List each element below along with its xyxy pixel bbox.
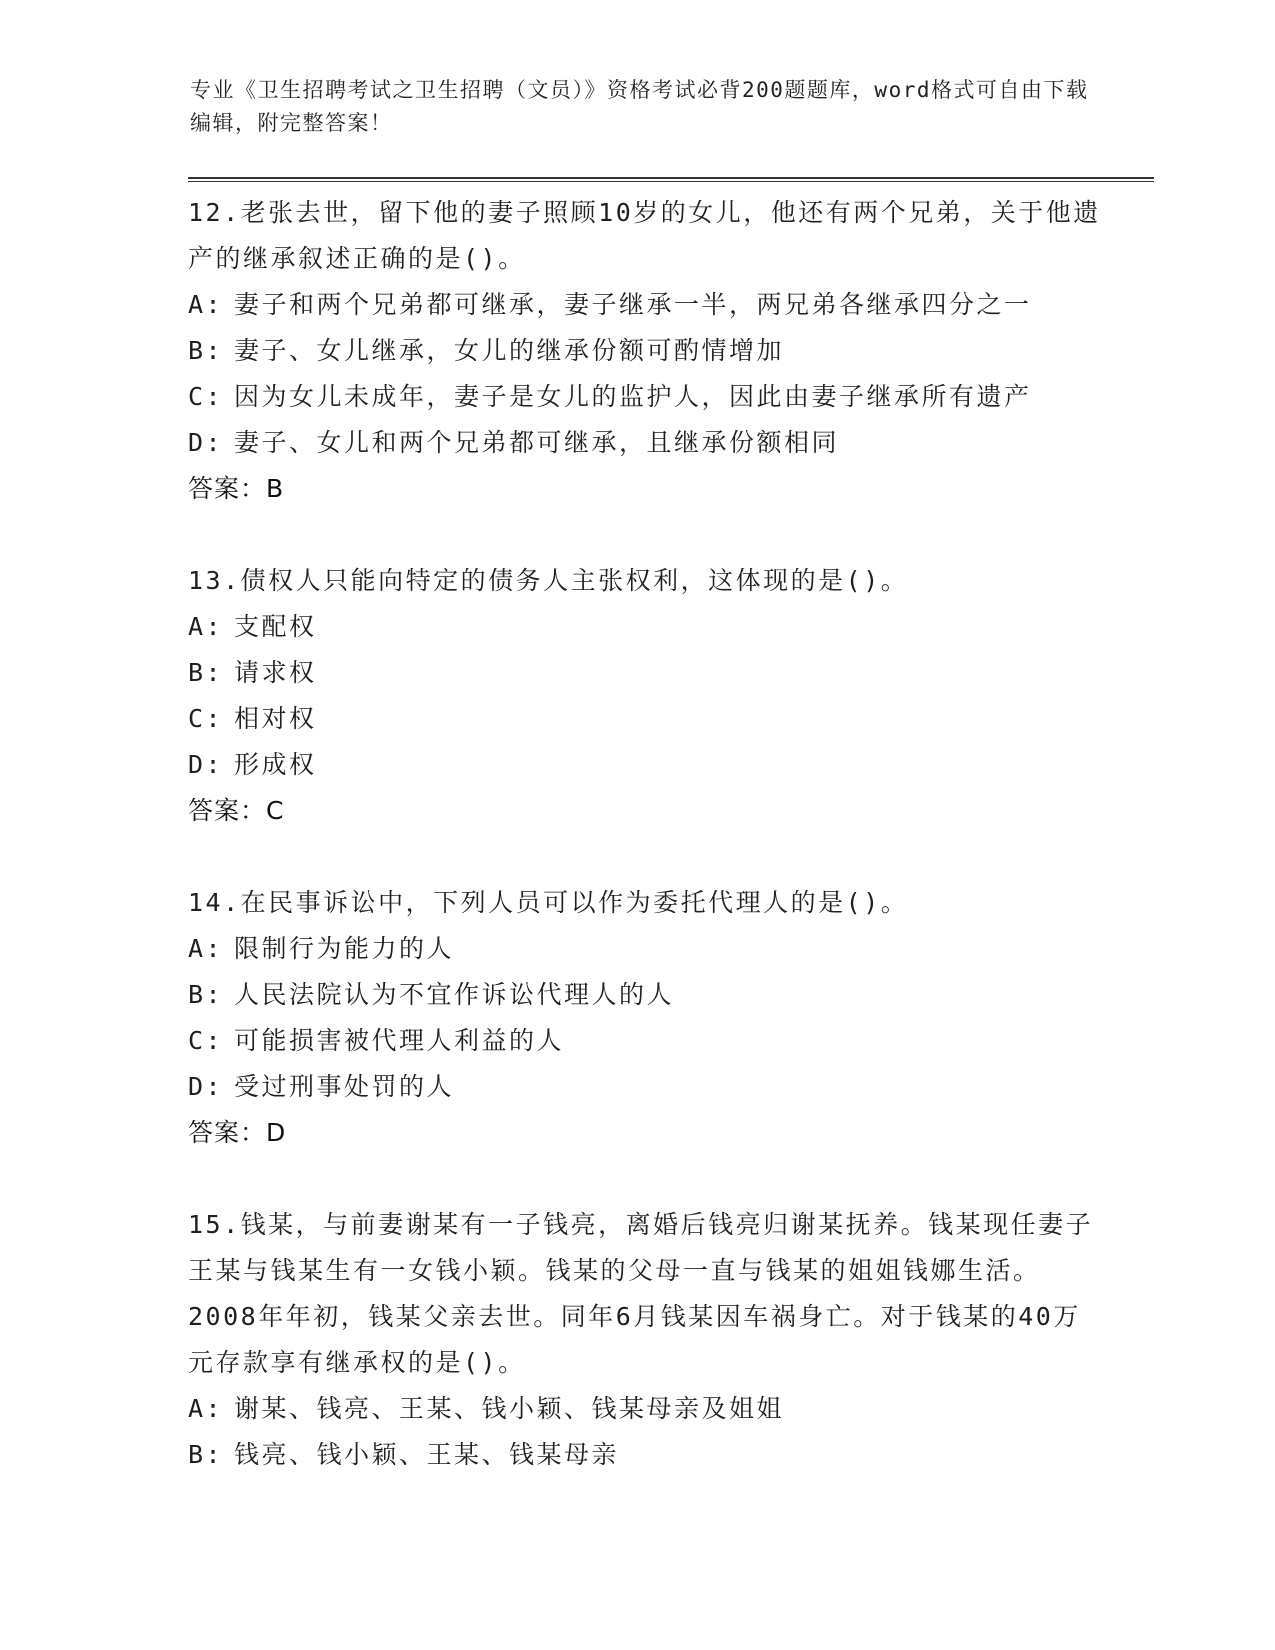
option-letter: D: (188, 1072, 224, 1101)
question-stem: 14.在民事诉讼中，下列人员可以作为委托代理人的是()。 (188, 888, 909, 917)
question-13 (188, 558, 1108, 834)
option-b (188, 328, 1108, 374)
option-a (188, 604, 1108, 650)
option-c (188, 1018, 1108, 1064)
option-text: 妻子、女儿和两个兄弟都可继承，且继承份额相同 (234, 428, 840, 457)
question-15 (188, 1202, 1108, 1478)
option-letter: C: (188, 1026, 224, 1055)
option-text: 请求权 (234, 658, 317, 687)
option-letter: B: (188, 336, 224, 365)
question-stem: 15.钱某，与前妻谢某有一子钱亮，离婚后钱亮归谢某抚养。钱某现任妻子王某与钱某生有一女钱小颖。钱某的父母一直与钱某的姐姐钱娜生活。2008年年初，钱某父亲去世。同年6月钱某因车祸身亡。对于钱某的40万元存款享有继承权的是()。 (188, 1210, 1094, 1377)
option-c (188, 696, 1108, 742)
option-text: 妻子和两个兄弟都可继承，妻子继承一半，两兄弟各继承四分之一 (234, 290, 1032, 319)
option-b (188, 650, 1108, 696)
question-spacer (188, 512, 1108, 558)
question-12 (188, 190, 1108, 512)
option-a (188, 1386, 1108, 1432)
answer-line: 答案：C (188, 796, 285, 825)
question-stem: 13.债权人只能向特定的债务人主张权利，这体现的是()。 (188, 566, 909, 595)
option-text: 受过刑事处罚的人 (234, 1072, 455, 1101)
option-letter: B: (188, 658, 224, 687)
question-list (188, 190, 1108, 1478)
answer-line: 答案：B (188, 474, 285, 503)
page-header: 专业《卫生招聘考试之卫生招聘（文员）》资格考试必背200题题库，word格式可自由下载编辑，附完整答案！ (190, 78, 1089, 135)
question-spacer (188, 834, 1108, 880)
option-c (188, 374, 1108, 420)
option-text: 人民法院认为不宜作诉讼代理人的人 (234, 980, 675, 1009)
option-text: 可能损害被代理人利益的人 (234, 1026, 565, 1055)
option-text: 钱亮、钱小颖、王某、钱某母亲 (234, 1440, 620, 1469)
option-letter: B: (188, 1440, 224, 1469)
option-b (188, 1432, 1108, 1478)
option-a (188, 926, 1108, 972)
option-a (188, 282, 1108, 328)
option-letter: A: (188, 1394, 224, 1423)
option-letter: A: (188, 290, 224, 319)
option-letter: A: (188, 934, 224, 963)
option-text: 妻子、女儿继承，女儿的继承份额可酌情增加 (234, 336, 785, 365)
option-text: 限制行为能力的人 (234, 934, 455, 963)
question-spacer (188, 1156, 1108, 1202)
option-letter: D: (188, 428, 224, 457)
option-letter: C: (188, 704, 224, 733)
option-b (188, 972, 1108, 1018)
option-letter: C: (188, 382, 224, 411)
option-letter: A: (188, 612, 224, 641)
answer-line: 答案：D (188, 1118, 287, 1147)
option-text: 支配权 (234, 612, 317, 641)
option-text: 形成权 (234, 750, 317, 779)
header-divider (188, 177, 1154, 182)
option-d (188, 420, 1108, 466)
option-d (188, 1064, 1108, 1110)
option-text: 因为女儿未成年，妻子是女儿的监护人，因此由妻子继承所有遗产 (234, 382, 1032, 411)
question-stem: 12.老张去世，留下他的妻子照顾10岁的女儿，他还有两个兄弟，关于他遗产的继承叙述正确的是()。 (188, 198, 1101, 273)
option-text: 相对权 (234, 704, 317, 733)
option-letter: D: (188, 750, 224, 779)
option-d (188, 742, 1108, 788)
option-letter: B: (188, 980, 224, 1009)
option-text: 谢某、钱亮、王某、钱小颖、钱某母亲及姐姐 (234, 1394, 785, 1423)
question-14 (188, 880, 1108, 1156)
